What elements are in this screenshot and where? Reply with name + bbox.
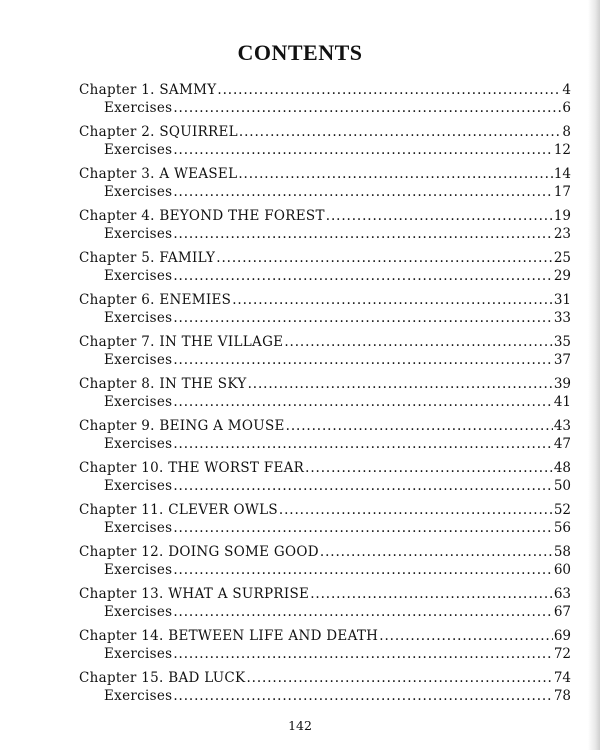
exercises-label: Exercises [104,561,173,578]
exercises-page-number: 37 [553,351,571,368]
dot-leader [173,184,552,202]
dot-leader [238,166,552,184]
dot-leader [379,628,553,646]
chapter-title: Chapter 7. IN THE VILLAGE [79,334,284,350]
toc-entry [79,418,571,453]
dot-leader [286,418,553,436]
exercises-page-number: 17 [553,183,571,200]
chapter-line[interactable] [79,124,571,142]
dot-leader [279,502,553,520]
chapter-line[interactable] [79,502,571,520]
exercises-line[interactable] [79,520,571,538]
exercises-line[interactable] [79,352,571,370]
exercises-label: Exercises [104,477,173,494]
exercises-label: Exercises [104,435,173,452]
chapter-title: Chapter 1. SAMMY [79,82,217,98]
chapter-page-number: 35 [553,334,571,350]
dot-leader [217,82,561,100]
chapter-title: Chapter 9. BEING A MOUSE [79,418,285,434]
exercises-line[interactable] [79,394,571,412]
exercises-line[interactable] [79,436,571,454]
exercises-label: Exercises [104,645,173,662]
toc-entry [79,334,571,369]
exercises-label: Exercises [104,393,173,410]
exercises-line[interactable] [79,226,571,244]
chapter-page-number: 58 [553,544,571,560]
dot-leader [305,460,553,478]
exercises-label: Exercises [104,519,173,536]
exercises-label: Exercises [104,603,173,620]
chapter-page-number: 43 [553,418,571,434]
table-of-contents [79,82,571,712]
chapter-title: Chapter 2. SQUIRREL [79,124,238,140]
chapter-page-number: 74 [553,670,571,686]
dot-leader [216,250,553,268]
exercises-line[interactable] [79,604,571,622]
dot-leader [173,142,552,160]
chapter-line[interactable] [79,586,571,604]
exercises-line[interactable] [79,478,571,496]
exercises-line[interactable] [79,100,571,118]
chapter-title: Chapter 15. BAD LUCK [79,670,246,686]
exercises-page-number: 56 [553,519,571,536]
toc-entry [79,544,571,579]
dot-leader [173,604,552,622]
exercises-line[interactable] [79,268,571,286]
exercises-label: Exercises [104,225,173,242]
dot-leader [320,544,553,562]
dot-leader [326,208,553,226]
toc-entry [79,208,571,243]
chapter-page-number: 39 [553,376,571,392]
chapter-page-number: 69 [553,628,571,644]
dot-leader [239,124,561,142]
chapter-title: Chapter 4. BEYOND THE FOREST [79,208,325,224]
exercises-page-number: 41 [553,393,571,410]
dot-leader [246,670,552,688]
dot-leader [173,352,552,370]
dot-leader [248,376,553,394]
dot-leader [310,586,553,604]
chapter-page-number: 14 [553,166,571,182]
chapter-line[interactable] [79,628,571,646]
chapter-page-number: 4 [562,82,571,98]
exercises-line[interactable] [79,562,571,580]
chapter-line[interactable] [79,460,571,478]
exercises-page-number: 6 [562,99,571,116]
dot-leader [173,268,552,286]
page-title: CONTENTS [237,40,363,65]
exercises-label: Exercises [104,141,173,158]
page-number: 142 [288,718,312,733]
chapter-page-number: 52 [553,502,571,518]
toc-entry [79,628,571,663]
exercises-line[interactable] [79,184,571,202]
exercises-label: Exercises [104,351,173,368]
page-edge-shadow [588,0,600,750]
chapter-line[interactable] [79,292,571,310]
chapter-page-number: 8 [562,124,571,140]
exercises-page-number: 60 [553,561,571,578]
chapter-title: Chapter 10. THE WORST FEAR [79,460,305,476]
chapter-title: Chapter 5. FAMILY [79,250,216,266]
dot-leader [173,520,552,538]
chapter-page-number: 48 [553,460,571,476]
chapter-title: Chapter 3. A WEASEL [79,166,238,182]
chapter-line[interactable] [79,670,571,688]
toc-entry [79,82,571,117]
exercises-label: Exercises [104,687,173,704]
chapter-title: Chapter 11. CLEVER OWLS [79,502,278,518]
dot-leader [232,292,553,310]
toc-entry [79,250,571,285]
toc-entry [79,502,571,537]
chapter-page-number: 25 [553,250,571,266]
exercises-page-number: 12 [553,141,571,158]
dot-leader [173,562,552,580]
exercises-page-number: 47 [553,435,571,452]
chapter-line[interactable] [79,82,571,100]
dot-leader [173,394,552,412]
toc-entry [79,586,571,621]
chapter-title: Chapter 14. BETWEEN LIFE AND DEATH [79,628,379,644]
toc-entry [79,670,571,705]
exercises-line[interactable] [79,646,571,664]
dot-leader [173,310,552,328]
exercises-label: Exercises [104,99,173,116]
chapter-title: Chapter 13. WHAT A SURPRISE [79,586,310,602]
exercises-label: Exercises [104,309,173,326]
dot-leader [173,100,561,118]
toc-entry [79,124,571,159]
chapter-page-number: 19 [553,208,571,224]
exercises-line[interactable] [79,310,571,328]
toc-entry [79,460,571,495]
chapter-line[interactable] [79,208,571,226]
exercises-label: Exercises [104,183,173,200]
toc-entry [79,292,571,327]
chapter-title: Chapter 6. ENEMIES [79,292,232,308]
dot-leader [173,436,552,454]
exercises-page-number: 72 [553,645,571,662]
chapter-line[interactable] [79,250,571,268]
chapter-line[interactable] [79,418,571,436]
chapter-line[interactable] [79,544,571,562]
chapter-line[interactable] [79,166,571,184]
chapter-page-number: 31 [553,292,571,308]
exercises-page-number: 50 [553,477,571,494]
chapter-line[interactable] [79,376,571,394]
exercises-line[interactable] [79,142,571,160]
exercises-line[interactable] [79,688,571,706]
dot-leader [173,688,552,706]
chapter-page-number: 63 [553,586,571,602]
toc-entry [79,166,571,201]
chapter-title: Chapter 12. DOING SOME GOOD [79,544,319,560]
chapter-title: Chapter 8. IN THE SKY [79,376,247,392]
exercises-page-number: 67 [553,603,571,620]
toc-entry [79,376,571,411]
exercises-page-number: 33 [553,309,571,326]
exercises-page-number: 78 [553,687,571,704]
exercises-page-number: 29 [553,267,571,284]
dot-leader [173,646,552,664]
dot-leader [173,478,552,496]
dot-leader [173,226,552,244]
exercises-label: Exercises [104,267,173,284]
dot-leader [284,334,553,352]
exercises-page-number: 23 [553,225,571,242]
chapter-line[interactable] [79,334,571,352]
